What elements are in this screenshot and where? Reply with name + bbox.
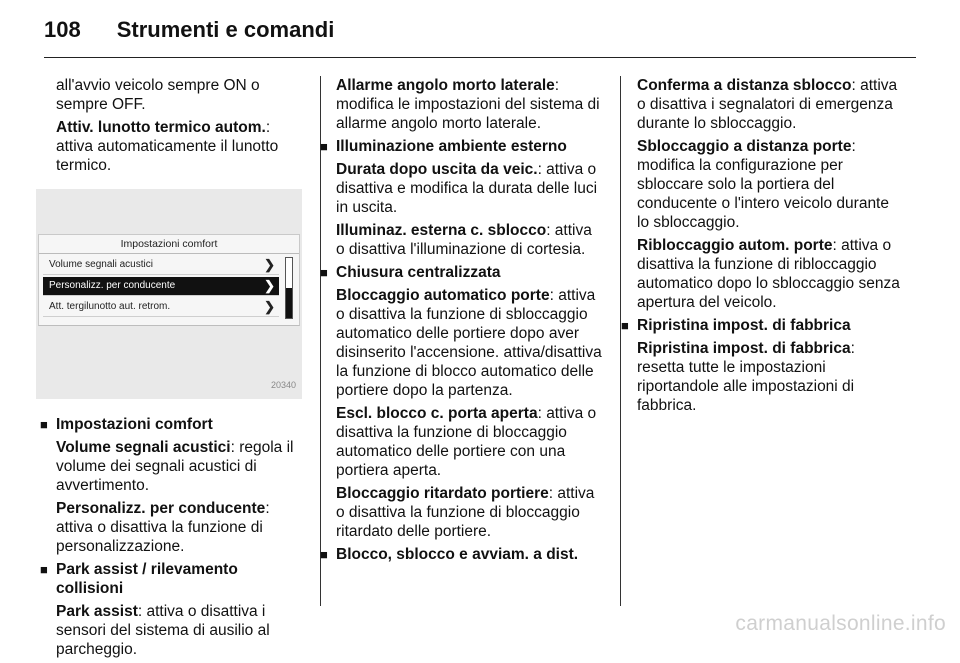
header-divider: [44, 57, 916, 58]
page-title: Strumenti e comandi: [116, 17, 335, 42]
page-number: 108: [44, 17, 81, 42]
term: Ripristina impost. di fabbrica: [637, 340, 851, 357]
paragraph: Illuminaz. esterna c. sblocco: attiva o disattiva l'illuminazione di cortesia.: [336, 222, 592, 258]
section-heading: ■ Illuminazione ambiente esterno: [320, 138, 567, 155]
term: Durata dopo uscita da veic.: [336, 161, 538, 178]
chevron-right-icon: ❯: [264, 278, 275, 293]
scrollbar[interactable]: [285, 257, 293, 319]
paragraph: Durata dopo uscita da veic.: attiva o disattiva e modifica la durata delle luci in uscita.: [336, 161, 598, 216]
term: Sbloccaggio a distanza porte: [637, 138, 852, 155]
settings-screen-figure: [36, 189, 302, 399]
bullet-square-icon: ■: [320, 265, 328, 280]
term: Escl. blocco c. porta aperta: [336, 405, 538, 422]
column-2: [320, 76, 604, 568]
column-1: [40, 76, 304, 663]
term: Park assist: [56, 603, 138, 620]
section-heading: ■ Blocco, sblocco e avviam. a dist.: [320, 546, 579, 563]
display-screen: [38, 234, 300, 326]
bullet-square-icon: ■: [40, 417, 48, 432]
paragraph: all'avvio veicolo sempre ON o sempre OFF.: [56, 77, 260, 113]
paragraph: Conferma a distanza sblocco: attiva o disattiva i segnalatori di emergenza durante lo sbloccaggio.: [637, 77, 898, 132]
section-heading: ■ Impostazioni comfort: [40, 416, 213, 433]
section-heading: ■ Park assist / rilevamento collisioni: [40, 561, 238, 597]
menu-item-volume[interactable]: [43, 256, 279, 275]
term: Conferma a distanza sblocco: [637, 77, 852, 94]
menu-item-label: Volume segnali acustici: [49, 259, 153, 270]
term: Ribloccaggio autom. porte: [637, 237, 833, 254]
menu-item-label: Att. tergilunotto aut. retrom.: [49, 301, 171, 312]
paragraph: Bloccaggio automatico porte: attiva o disattiva la funzione di sbloccaggio automatico delle portiere dopo aver disinserito l'accensione. attiva/disattiva la funzione di blocco automatico delle portiere dopo la partenza.: [336, 287, 602, 399]
paragraph: Attiv. lunotto termico autom.: attiva automaticamente il lunotto termico.: [56, 119, 279, 174]
screen-title: Impostazioni comfort: [39, 235, 299, 254]
term: Volume segnali acustici: [56, 439, 231, 456]
paragraph: Ripristina impost. di fabbrica: resetta tutte le impostazioni riportandole alle impostazioni di fabbrica.: [637, 340, 855, 414]
figure-number: 20340: [270, 380, 296, 390]
paragraph: Personalizz. per conducente: attiva o disattiva la funzione di personalizzazione.: [56, 500, 270, 555]
term: Personalizz. per conducente: [56, 500, 266, 517]
section-heading: ■ Chiusura centralizzata: [320, 264, 501, 281]
chevron-right-icon: ❯: [264, 299, 275, 314]
bullet-square-icon: ■: [320, 547, 328, 562]
paragraph: Ribloccaggio autom. porte: attiva o disattiva la funzione di ribloccaggio automatico dopo lo sbloccaggio senza apertura del veicolo.: [637, 237, 900, 311]
term: Allarme angolo morto laterale: [336, 77, 555, 94]
term: Attiv. lunotto termico autom.: [56, 119, 266, 136]
bullet-square-icon: ■: [621, 318, 629, 333]
term: Illuminaz. esterna c. sblocco: [336, 222, 547, 239]
column-3: [621, 76, 905, 419]
watermark: carmanualsonline.info: [735, 612, 946, 635]
bullet-square-icon: ■: [40, 562, 48, 577]
scrollbar-thumb[interactable]: [286, 288, 292, 318]
bullet-square-icon: ■: [320, 139, 328, 154]
menu-item-rear-wiper[interactable]: [43, 298, 279, 317]
term: Bloccaggio automatico porte: [336, 287, 550, 304]
paragraph: Park assist: attiva o disattiva i sensori del sistema di ausilio al parcheggio.: [56, 603, 270, 658]
term: Bloccaggio ritardato portiere: [336, 485, 549, 502]
paragraph: Volume segnali acustici: regola il volume dei segnali acustici di avvertimento.: [56, 439, 294, 494]
menu-item-label: Personalizz. per conducente: [49, 280, 176, 291]
column-divider: [620, 76, 621, 606]
paragraph: Sbloccaggio a distanza porte: modifica la configurazione per sbloccare solo la portiera del conducente o l'intero veicolo durante lo sbloccaggio.: [637, 138, 889, 231]
paragraph: Bloccaggio ritardato portiere: attiva o disattiva la funzione di bloccaggio ritardato delle portiere.: [336, 485, 595, 540]
menu-item-personalization[interactable]: [43, 277, 279, 296]
paragraph: Escl. blocco c. porta aperta: attiva o disattiva la funzione di bloccaggio automatico delle portiere con una portiera aperta.: [336, 405, 597, 479]
page-header: [44, 12, 334, 48]
paragraph: Allarme angolo morto laterale: modifica le impostazioni del sistema di allarme angolo morto laterale.: [336, 77, 600, 132]
chevron-right-icon: ❯: [264, 257, 275, 272]
section-heading: ■ Ripristina impost. di fabbrica: [621, 317, 851, 334]
